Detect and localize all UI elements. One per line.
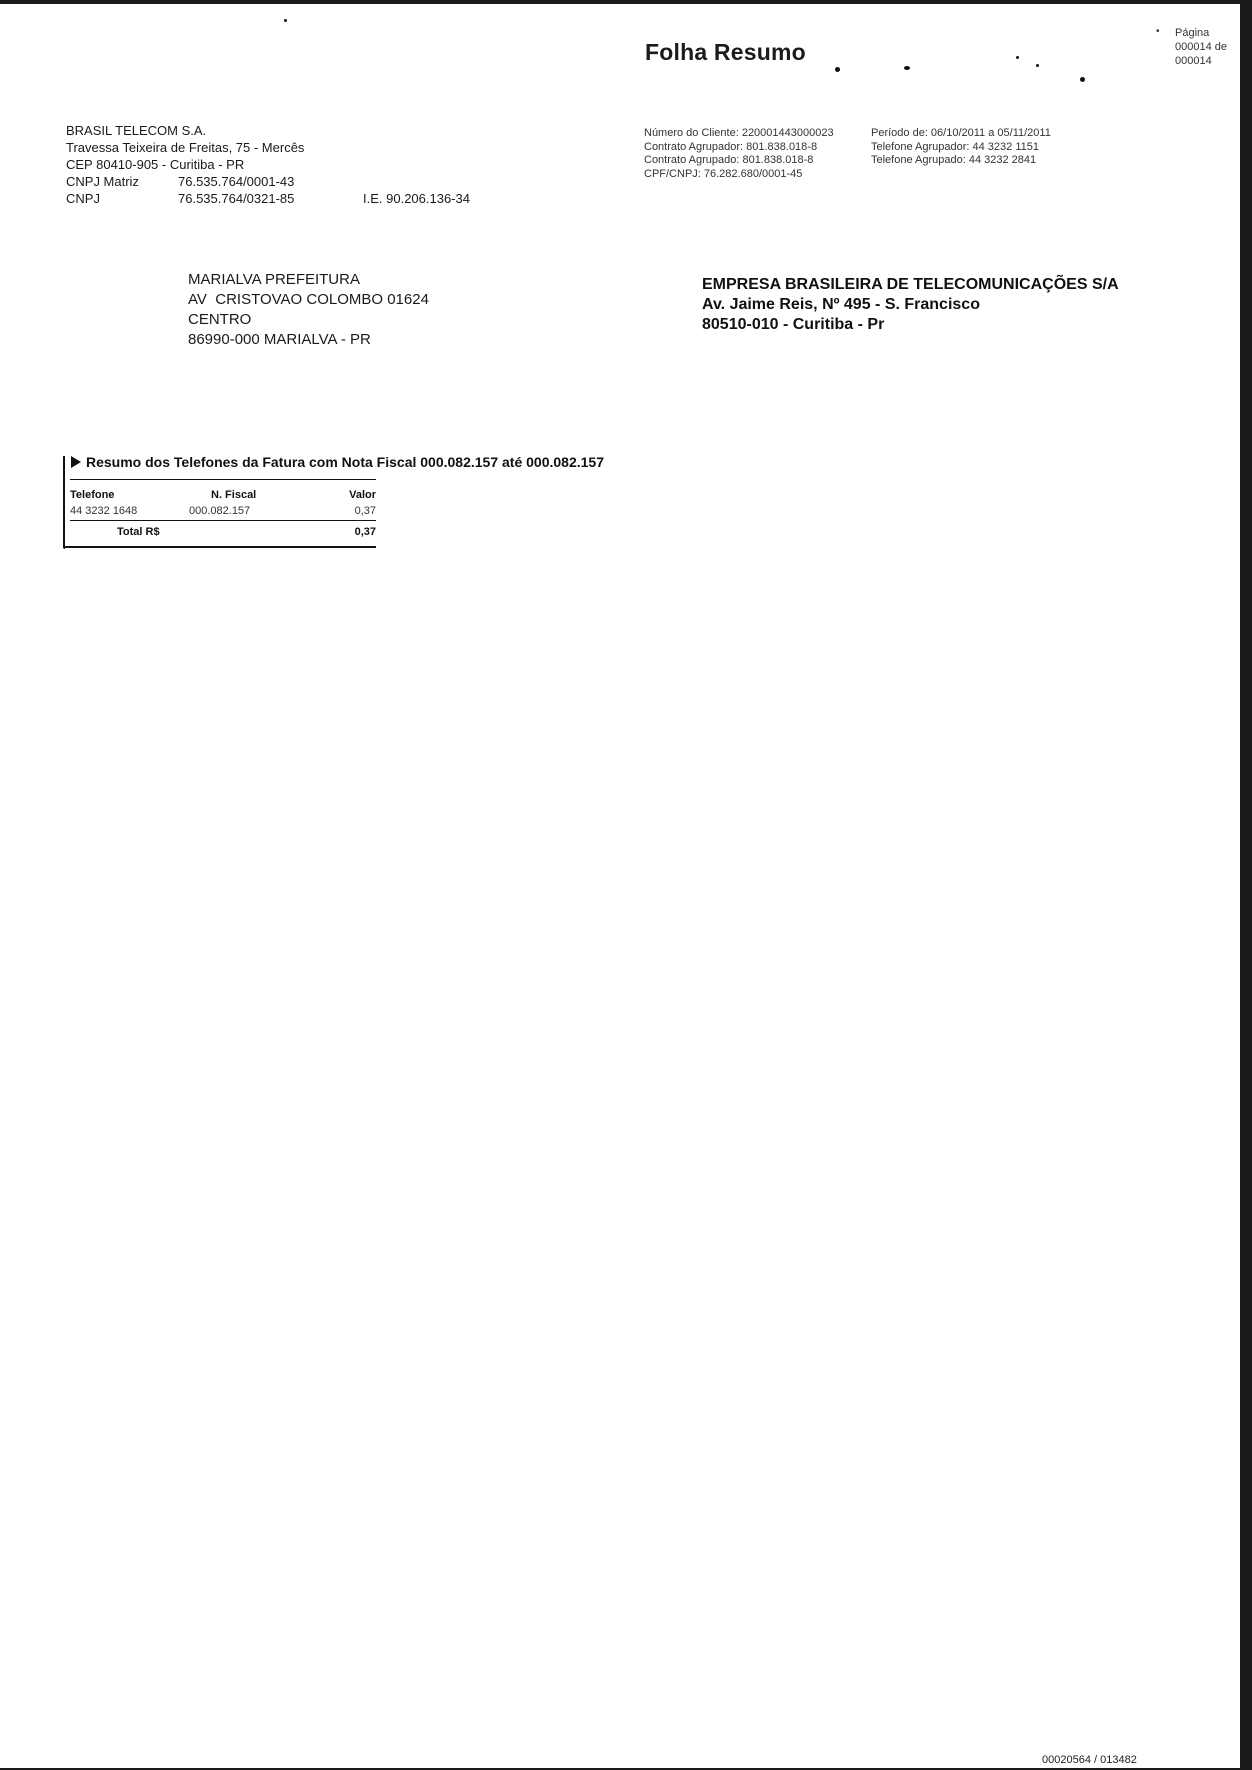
page-number-block [1175, 26, 1227, 68]
table-top-rule [70, 479, 376, 480]
document-title: Folha Resumo [645, 39, 806, 65]
account-info-right [871, 127, 1051, 168]
page-current: 000014 de [1175, 41, 1227, 53]
total-label: Total R$ [117, 526, 160, 538]
issuer-cnpj-matriz-row [66, 173, 304, 190]
scan-speck [1080, 77, 1085, 82]
cnpj-matriz-value: 76.535.764/0001-43 [178, 174, 295, 189]
recipient-line: AV CRISTOVAO COLOMBO 01624 [188, 291, 429, 308]
summary-title-text: Resumo dos Telefones da Fatura com Nota Fiscal 000.082.157 até 000.082.157 [86, 454, 604, 470]
bullet-mark: • [1156, 26, 1160, 37]
issuer-block [66, 122, 304, 207]
footer-code: 00020564 / 013482 [1042, 1754, 1137, 1766]
scan-speck [904, 66, 910, 70]
column-header-telefone: Telefone [70, 489, 115, 501]
issuer-cep: CEP 80410-905 - Curitiba - PR [66, 157, 245, 172]
recipient-address [188, 270, 429, 350]
section-bracket-bottom [63, 546, 376, 548]
sender-line: EMPRESA BRASILEIRA DE TELECOMUNICAÇÕES S/A [702, 276, 1119, 293]
numero-cliente: Número do Cliente: 220001443000023 [644, 127, 834, 139]
sender-line: 80510-010 - Curitiba - Pr [702, 316, 885, 333]
contrato-agrupador: Contrato Agrupador: 801.838.018-8 [644, 140, 818, 153]
scan-speck [835, 67, 840, 72]
scan-speck [284, 19, 287, 22]
sender-address [702, 275, 1119, 335]
telefone-agrupado: Telefone Agrupado: 44 3232 2841 [871, 154, 1037, 166]
cnpj-matriz-label: CNPJ Matriz [66, 174, 139, 189]
telefone-agrupador: Telefone Agrupador: 44 3232 1151 [871, 140, 1039, 153]
periodo: Período de: 06/10/2011 a 05/11/2011 [871, 127, 1051, 139]
page-total: 000014 [1175, 55, 1212, 67]
row-nota-fiscal: 000.082.157 [189, 505, 251, 517]
account-info-left [644, 127, 834, 181]
cnpj-value: 76.535.764/0321-85 [178, 191, 295, 206]
contrato-agrupado: Contrato Agrupado: 801.838.018-8 [644, 154, 814, 166]
summary-section-title [71, 454, 604, 470]
cnpj-label: CNPJ [66, 191, 100, 206]
inscricao-estadual: I.E. 90.206.136-34 [363, 191, 470, 206]
issuer-cnpj-row [66, 190, 304, 207]
issuer-address: Travessa Teixeira de Freitas, 75 - Mercês [66, 140, 305, 155]
document-page [0, 4, 1240, 1768]
total-rule [70, 520, 376, 521]
recipient-line: 86990-000 MARIALVA - PR [188, 331, 371, 348]
scan-speck [1016, 56, 1019, 59]
column-header-valor: Valor [349, 489, 376, 501]
recipient-line: CENTRO [188, 311, 252, 328]
issuer-name: BRASIL TELECOM S.A. [66, 123, 207, 138]
row-valor: 0,37 [354, 505, 376, 517]
cpf-cnpj: CPF/CNPJ: 76.282.680/0001-45 [644, 167, 803, 180]
recipient-line: MARIALVA PREFEITURA [188, 271, 360, 288]
section-bracket [63, 456, 65, 549]
total-value: 0,37 [354, 526, 376, 538]
scan-speck [1036, 64, 1039, 67]
column-header-nota-fiscal: N. Fiscal [211, 489, 257, 501]
sender-line: Av. Jaime Reis, Nº 495 - S. Francisco [702, 296, 980, 313]
triangle-right-icon [71, 456, 81, 468]
row-telefone: 44 3232 1648 [70, 505, 138, 517]
page-label: Página [1175, 27, 1210, 39]
